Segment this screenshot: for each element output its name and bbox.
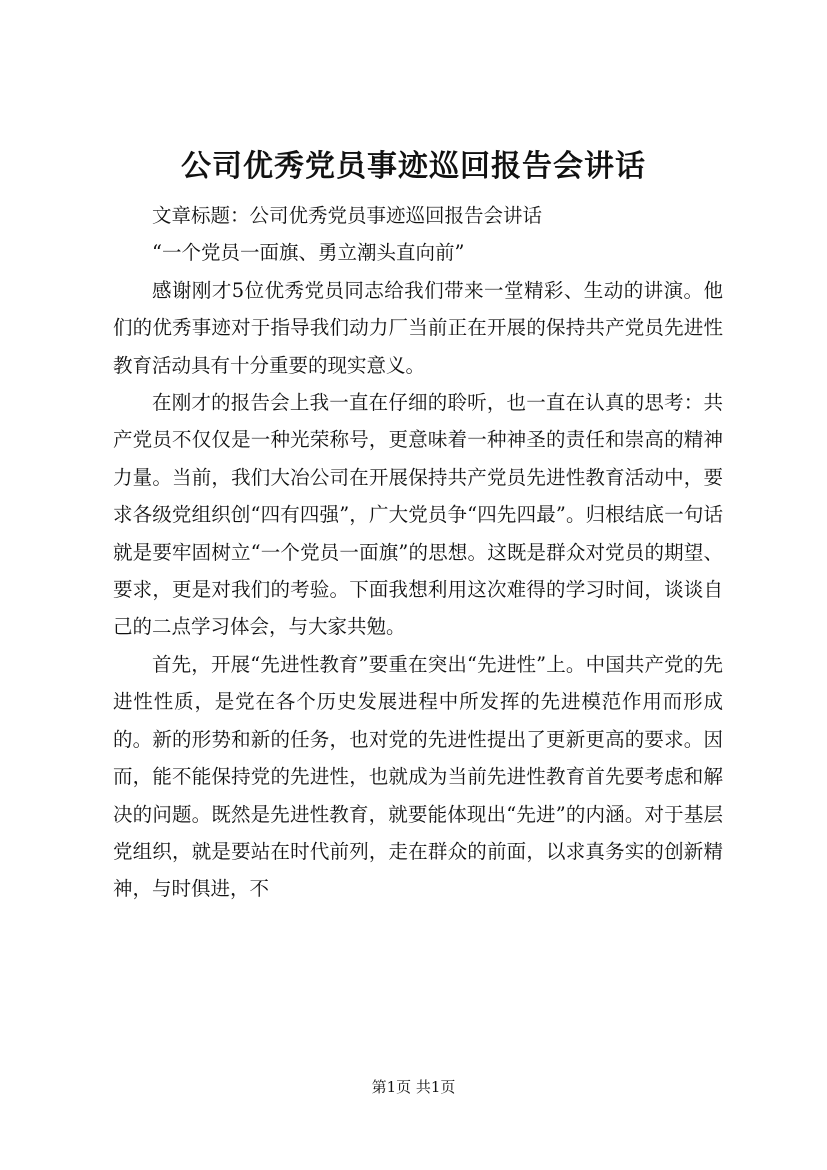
paragraph-first-point: 首先，开展“先进性教育”要重在突出“先进性”上。中国共产党的先进性性质，是党在各个历史发展进程中所发挥的先进模范作用而形成的。新的形势和新的任务，也对党的先进性提出了更新更高的要求。因而，能不能保持党的先进性，也就成为当前先进性教育首先要考虑和解决的问题。既然是先进性教育，就要能体现出“先进”的内涵。对于基层党组织，就是要站在时代前列，走在群众的前面，以求真务实的创新精神，与时俱进，不	[113, 652, 723, 901]
document-body	[113, 197, 723, 908]
document-title: 公司优秀党员事迹巡回报告会讲话	[181, 149, 646, 184]
article-title-line: 文章标题：公司优秀党员事迹巡回报告会讲话	[152, 204, 543, 227]
page-number-footer: 第1页 共1页	[371, 1078, 456, 1096]
paragraph-thanks: 感谢刚才5位优秀党员同志给我们带来一堂精彩、生动的讲演。他们的优秀事迹对于指导我们动力厂当前正在开展的保持共产党员先进性教育活动具有十分重要的现实意义。	[113, 278, 723, 377]
paragraph-reflection: 在刚才的报告会上我一直在仔细的聆听，也一直在认真的思考：共产党员不仅仅是一种光荣称号，更意味着一种神圣的责任和崇高的精神力量。当前，我们大冶公司在开展保持共产党员先进性教育活动中，要求各级党组织创“四有四强”，广大党员争“四先四最”。归根结底一句话就是要牢固树立“一个党员一面旗”的思想。这既是群众对党员的期望、要求，更是对我们的考验。下面我想利用这次难得的学习时间，谈谈自己的二点学习体会，与大家共勉。	[113, 391, 723, 639]
subtitle-quote: “一个党员一面旗、勇立潮头直向前”	[152, 241, 465, 265]
